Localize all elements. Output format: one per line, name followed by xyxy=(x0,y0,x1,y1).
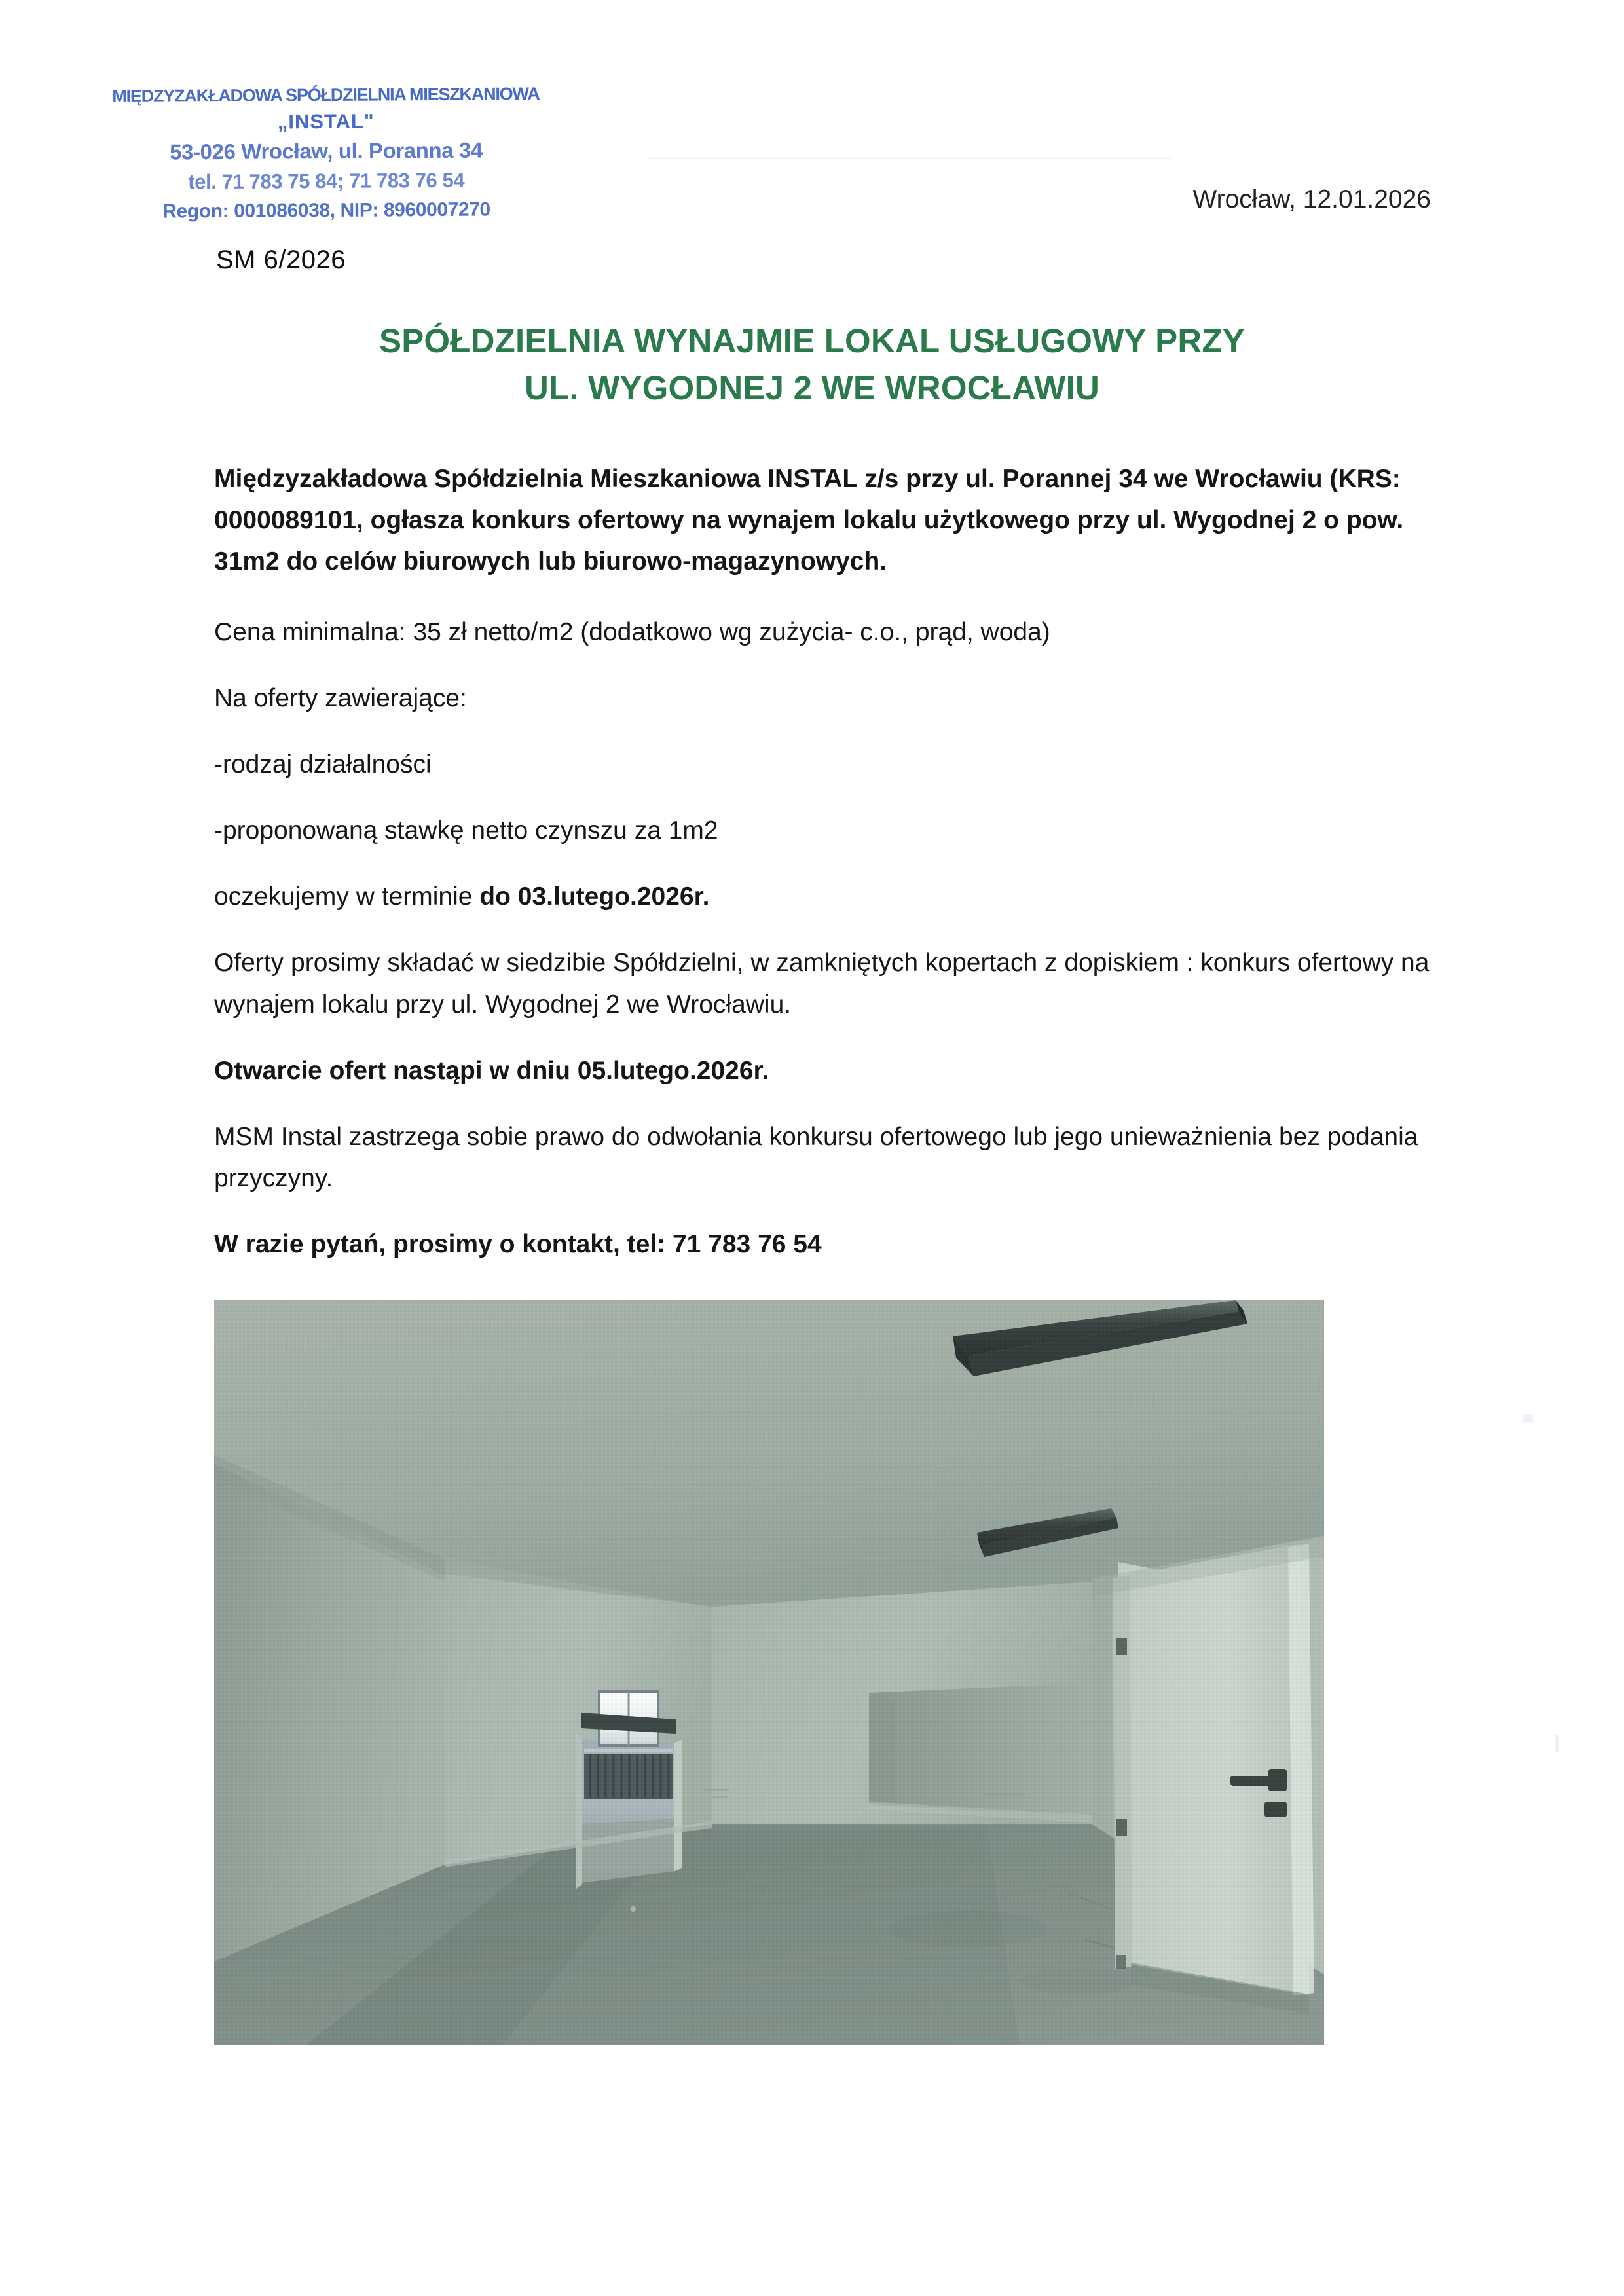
stamp-line-organization: MIĘDZYZAKŁADOWA SPÓŁDZIELNIA MIESZKANIOWA xyxy=(112,84,540,106)
document-body xyxy=(214,458,1442,1287)
premises-photo xyxy=(214,1300,1324,2045)
paragraph-contact: W razie pytań, prosimy o kontakt, tel: 71 783 76 54 xyxy=(214,1230,822,1259)
page-title-line-2: UL. WYGODNEJ 2 WE WROCŁAWIU xyxy=(524,369,1100,407)
paragraph-reservation-clause: MSM Instal zastrzega sobie prawo do odwołania konkursu ofertowego lub jego unieważnienia bez podania przyczyny. xyxy=(214,1122,1418,1193)
scan-artifact-line xyxy=(648,158,1172,159)
scan-artifact-fleck xyxy=(1522,1414,1533,1423)
stamp-line-address: 53-026 Wrocław, ul. Poranna 34 xyxy=(170,137,483,164)
paragraph-offers-intro: Na oferty zawierające: xyxy=(214,683,467,712)
stamp-line-identifiers: Regon: 001086038, NIP: 8960007270 xyxy=(162,198,490,223)
stamp-line-phone: tel. 71 783 75 84; 71 783 76 54 xyxy=(188,168,465,194)
scan-artifact-fleck-secondary xyxy=(1555,1735,1559,1752)
deadline-prefix-text: oczekujemy w terminie xyxy=(214,883,480,911)
paragraph-intro: Międzyzakładowa Spółdzielnia Mieszkaniowa INSTAL z/s przy ul. Porannej 34 we Wrocławiu (KRS: 0000089101, ogłasza konkurs ofertowy na wynajem lokalu użytkowego przy ul. Wygodnej 2 o pow. 31m2 do celów biurowych lub biurowo-magazynowych. xyxy=(214,465,1404,576)
company-stamp xyxy=(96,82,555,225)
document-reference-number: SM 6/2026 xyxy=(216,246,346,274)
paragraph-opening-date: Otwarcie ofert nastąpi w dniu 05.lutego.2026r. xyxy=(214,1056,769,1085)
deadline-date-text: do 03.lutego.2026r. xyxy=(479,883,710,911)
paragraph-minimum-price: Cena minimalna: 35 zł netto/m2 (dodatkowo wg zużycia- c.o., prąd, woda) xyxy=(214,617,1050,646)
list-item-proposed-rate: -proponowaną stawkę netto czynszu za 1m2 xyxy=(214,816,718,845)
paragraph-deadline xyxy=(214,876,1442,917)
page-title-line-1: SPÓŁDZIELNIA WYNAJMIE LOKAL USŁUGOWY PRZY xyxy=(379,322,1245,359)
list-item-activity-type: -rodzaj działalności xyxy=(214,750,432,778)
document-date: Wrocław, 12.01.2026 xyxy=(1192,185,1431,213)
paragraph-submission-instructions: Oferty prosimy składać w siedzibie Spółdzielni, w zamkniętych kopertach z dopiskiem : konkurs ofertowy na wynajem lokalu przy ul. Wygodnej 2 we Wrocławiu. xyxy=(214,949,1430,1019)
page-title xyxy=(131,318,1493,412)
stamp-line-name: „INSTAL" xyxy=(277,109,375,134)
premises-photo-illustration xyxy=(214,1300,1324,2045)
